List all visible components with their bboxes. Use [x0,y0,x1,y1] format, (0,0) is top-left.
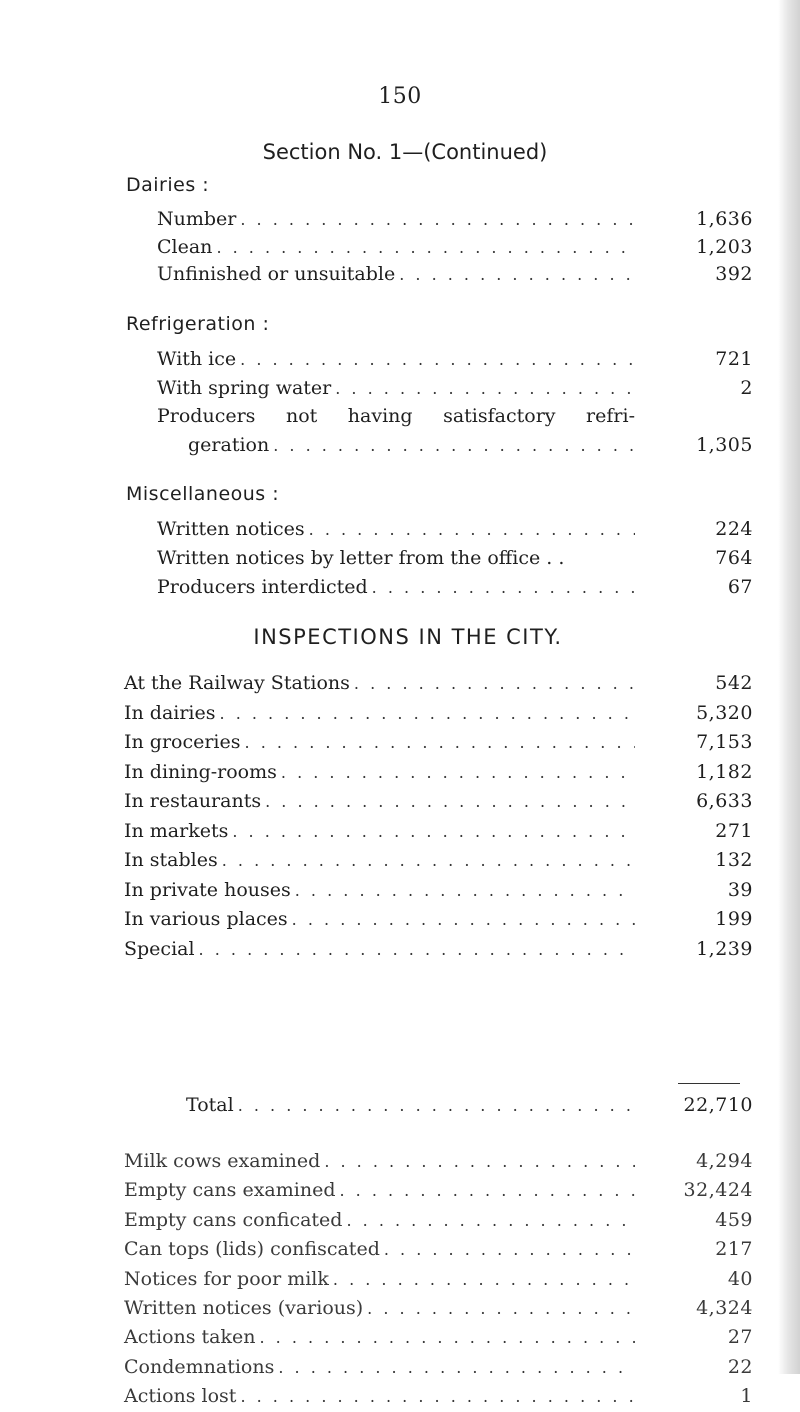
row-value: 32,424 [683,1179,753,1202]
row-label: Written notices (various) [124,1297,364,1319]
row-label: In dining-rooms [124,760,277,783]
row-value: 764 [715,547,753,569]
row-value: 542 [715,672,753,694]
total-rule [678,1083,740,1084]
row-label: Milk cows examined [124,1150,321,1172]
leader-dots [236,1382,635,1412]
milk-statistic-row [124,1381,753,1411]
dairies-row-unfinished [157,259,753,289]
row-value: 1 [740,1385,753,1408]
leader-dots [380,1235,635,1265]
city-inspection-row [124,904,753,934]
dairies-row-number [157,204,753,234]
milk-statistic-row [124,1352,753,1382]
row-label: Empty cans conficated [124,1208,343,1231]
milk-statistic-row [124,1146,753,1176]
row-value: 459 [715,1208,753,1231]
refrigeration-row-spring-water [157,373,753,403]
milk-statistic-row [124,1293,753,1323]
row-value: 224 [715,518,753,540]
page-number: 150 [378,84,422,109]
row-value: 40 [727,1267,753,1290]
total-value: 22,710 [683,1094,753,1116]
milk-statistic-row [124,1205,753,1235]
row-value: 22 [727,1355,753,1378]
miscellaneous-heading: Miscellaneous : [126,483,280,505]
row-value: 1,636 [696,208,753,230]
leader-dots [236,205,635,235]
city-inspection-row [124,698,753,728]
milk-statistic-row [124,1234,753,1264]
leader-dots [236,345,635,375]
leader-dots [277,758,635,788]
section-title: Section No. 1—(Continued) [262,140,548,164]
dairies-heading: Dairies : [126,174,210,196]
row-label: Condemnations [124,1355,275,1378]
row-value: 1,203 [696,236,753,258]
row-value: 132 [715,849,753,871]
refrigeration-row-producers [188,430,753,460]
leader-dots [395,260,635,290]
row-value: 1,305 [696,434,753,456]
dairies-row-clean [157,232,753,262]
row-label: Number [157,208,237,230]
row-label: Actions lost [124,1385,237,1408]
row-value: 392 [715,263,753,285]
leader-dots [368,573,635,603]
row-value: 6,633 [696,790,753,812]
row-label: In stables [124,849,218,871]
milk-statistic-row [124,1175,753,1205]
leader-dots [228,817,635,847]
row-label: Written notices by letter from the office . . [157,547,565,569]
city-inspection-row [124,727,753,757]
row-value: 1,239 [696,937,753,960]
leader-dots [218,846,635,876]
row-label: Clean [157,236,213,258]
row-value: 2 [740,377,753,399]
total-row [186,1090,753,1120]
total-label: Total [186,1094,234,1116]
row-label: Can tops (lids) confiscated [124,1238,380,1261]
row-label: Producers interdicted [157,576,368,598]
milk-statistic-row [124,1322,753,1352]
producers-label-line1: Producers not having satisfactory refri- [157,405,635,427]
leader-dots [274,1353,635,1383]
row-value: 271 [715,819,753,842]
leader-dots [216,699,635,729]
refrigeration-row-ice [157,344,753,374]
row-value: 7,153 [696,731,753,753]
row-label: With spring water [157,377,332,399]
row-label: At the Railway Stations [124,672,350,694]
row-value: 39 [727,878,753,901]
row-label: geration [188,434,270,456]
row-value: 199 [715,908,753,930]
row-label: Empty cans examined [124,1179,336,1202]
city-inspection-row [124,786,753,816]
leader-dots [329,1265,635,1295]
row-label: Notices for poor milk [124,1267,329,1290]
row-label: In restaurants [124,790,262,812]
row-value: 1,182 [696,760,753,783]
leader-dots [195,935,635,965]
city-inspection-row [124,668,753,698]
leader-dots [342,1206,635,1236]
leader-dots [241,728,635,758]
leader-dots [261,787,635,817]
leader-dots [269,431,635,461]
refrigeration-heading: Refrigeration : [126,313,270,335]
row-value: 67 [727,576,753,598]
row-value: 721 [715,348,753,370]
row-label: Actions taken [124,1326,256,1349]
row-label: Unfinished or unsuitable [157,263,396,285]
city-inspection-row [124,816,753,846]
row-label: In various places [124,908,288,930]
row-label: Special [124,937,195,960]
leader-dots [288,905,635,935]
page-edge-shadow [778,0,800,1374]
city-inspection-row [124,757,753,787]
city-inspection-row [124,934,753,964]
misc-row-producers-interdicted [157,572,753,602]
milk-statistic-row [124,1264,753,1294]
row-label: In private houses [124,878,291,901]
row-label: In markets [124,819,229,842]
row-value: 217 [715,1238,753,1261]
city-heading: INSPECTIONS IN THE CITY. [253,625,563,649]
leader-dots [320,1147,635,1177]
leader-dots [234,1091,635,1121]
row-label: With ice [157,348,237,370]
row-value: 4,294 [696,1150,753,1172]
leader-dots [335,1176,635,1206]
row-label: Written notices [157,518,305,540]
leader-dots [305,515,635,545]
city-inspection-row [124,875,753,905]
leader-dots [363,1294,635,1324]
leader-dots [350,669,635,699]
leader-dots [256,1323,636,1353]
misc-row-letter-notices [157,543,753,573]
row-label: In groceries [124,731,241,753]
row-value: 5,320 [696,701,753,724]
leader-dots [291,876,635,906]
city-inspection-row [124,845,753,875]
row-label: In dairies [124,701,216,724]
misc-row-written-notices [157,514,753,544]
leader-dots [331,374,635,404]
row-value: 4,324 [696,1297,753,1319]
row-value: 27 [727,1326,753,1349]
